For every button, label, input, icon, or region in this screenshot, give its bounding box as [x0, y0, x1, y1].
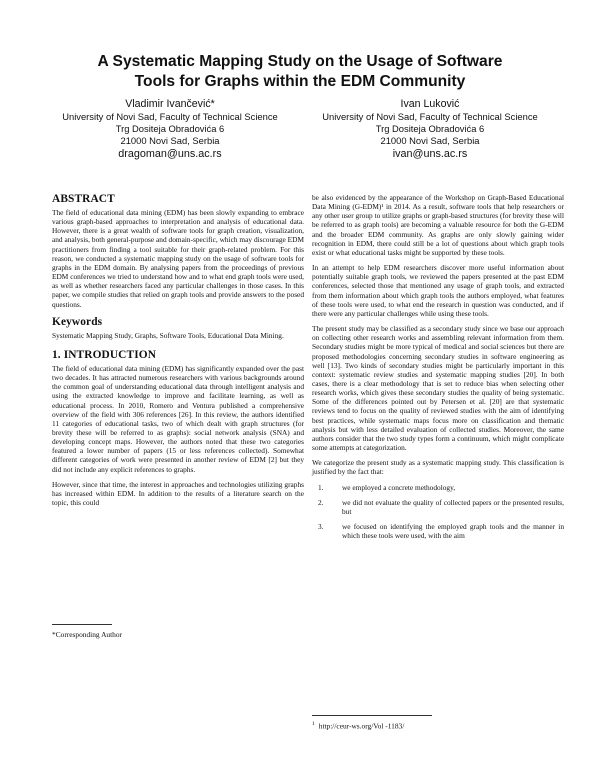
author-city: 21000 Novi Sad, Serbia [380, 135, 480, 146]
author-city: 21000 Novi Sad, Serbia [120, 135, 220, 146]
keywords-heading: Keywords [52, 315, 103, 328]
author-block-1 [40, 98, 300, 161]
author-name: Ivan Luković [400, 98, 460, 110]
list-number: 3. [318, 522, 324, 531]
author-email: ivan@uns.ac.rs [392, 148, 468, 160]
list-item [312, 498, 564, 516]
right-column [312, 193, 564, 546]
abstract-text: The field of educational data mining (EDM) has been slowly expanding to embrace various graph-based approaches to interpretation and analysis of educational data. However, there is a great wealth of software tools for graph creation, visualization, and analysis, both general-purpose and domain-specific, which may discourage EDM practitioners from finding a tool suitable for their graph-related problem. For this reason, we conducted a systematic mapping study on the usage of software tools for graphs in the EDM domain. By analysing papers from the proceedings of previous EDM conferences we tried to understand how and to what end graph tools were used, as well as whether researchers faced any particular challenges in those cases. In this paper, we compile studies that relied on graph tools and provide answers to the posed questions. [52, 208, 304, 309]
author-affiliation: University of Novi Sad, Faculty of Technical Science [322, 111, 538, 122]
intro-paragraph: In an attempt to help EDM researchers discover more useful information about potentially suitable graph tools, we reviewed the papers presented at the past EDM conferences, selected those that mentioned any usage of graph tools, and extracted from them information about which graph tools the authors employed, what features of these tools were used, to what end the research in question was conducted, and if there were any particular challenges while using these tools. [312, 263, 564, 318]
list-item [312, 483, 564, 492]
author-street: Trg Dositeja Obradovića 6 [115, 123, 225, 134]
list-text: we focused on identifying the employed graph tools and the manner in which these tools were used, with the aim [342, 522, 564, 541]
author-name: Vladimir Ivančević* [125, 98, 215, 110]
keywords-text: Systematic Mapping Study, Graphs, Software Tools, Educational Data Mining. [52, 330, 284, 340]
author-affiliation: University of Novi Sad, Faculty of Technical Science [62, 111, 278, 122]
criteria-list [312, 483, 564, 541]
intro-paragraph: be also evidenced by the appearance of the Workshop on Graph-Based Educational Data Mining (G-EDM)¹ in 2014. As a result, software tools that help researchers or any other user group to utilize graphs or graph-based structures (for brevity these will be referred to as graph tools) are becoming a valuable resource for both the G-EDM and the broader EDM community. As graphs are only slowly gaining wider recognition in EDM, there could still be a lot of questions about which graph tools exist or what educational tasks might be supported by these tools. [312, 193, 564, 257]
intro-paragraph: The field of educational data mining (EDM) has significantly expanded over the past two decades. It has attracted numerous researchers with various backgrounds around the common goal of understanding educational data through intelligent analysis and using the extracted knowledge to improve and facilitate learning, as well as educational process. In 2010, Romero and Ventura published a comprehensive overview of the field with 306 references [26]. In this review, the authors identified 11 categories of educational tasks, two of which dealt with graph structures (for brevity these will be referred to as graphs): social network analysis (SNA) and developing concept maps. However, the authors noted that these two categories featured a lower number of papers (15 or less references collected). Somewhat different categories of work were presented in another review of EDM [2] but they did not include any explicit references to graphs. [52, 363, 304, 474]
intro-paragraph: However, since that time, the interest in approaches and technologies utilizing graphs has increased within EDM. In addition to the results of a literature search on the topic, this could [52, 479, 304, 508]
author-email: dragoman@uns.ac.rs [118, 148, 222, 160]
footnote [312, 721, 404, 730]
footnote-divider [312, 715, 432, 716]
list-text: we did not evaluate the quality of collected papers or the presented results, but [342, 497, 564, 516]
list-number: 2. [318, 497, 324, 507]
list-number: 1. [318, 482, 324, 492]
title-line-1: A Systematic Mapping Study on the Usage of Software [97, 53, 503, 70]
list-text: we employed a concrete methodology, [342, 482, 456, 492]
corresponding-author-note: *Corresponding Author [52, 630, 123, 639]
abstract-heading: ABSTRACT [52, 193, 115, 205]
intro-paragraph: The present study may be classified as a secondary study since we base our approach on collecting other research works and assembling relevant information from them. Secondary studies might be more typical of medical and social sciences but there are proposed methodologies concerning secondary studies in software engineering as well [13]. Two kinds of secondary studies might be particularly important in this context: systematic review studies and systematic mapping studies [20]. In both cases, there is a clear methodology that is set to reduce bias when selecting other research works, which gives these secondary studies the quality of being systematic. Some of the differences pointed out by Petersen et al. [20] are that systematic reviews tend to focus on the quality of reviewed studies with the aim of identifying best practices, while systematic maps focus more on classification and thematic analysis but with less detailed evaluation of collected studies. Moreover, the same authors consider that the two study types form a continuum, which might complicate some attempts at categorization. [312, 324, 564, 453]
author-street: Trg Dositeja Obradovića 6 [375, 123, 485, 134]
author-block-2 [300, 98, 560, 161]
footnote-mark: 1 [312, 721, 315, 727]
paper-title [20, 52, 580, 92]
list-item [312, 522, 564, 540]
left-column [52, 192, 304, 513]
introduction-heading: 1. INTRODUCTION [52, 348, 157, 361]
intro-paragraph: We categorize the present study as a systematic mapping study. This classification is justified by the fact that: [312, 458, 564, 477]
footnote-url[interactable]: http://ceur-ws.org/Vol -1183/ [318, 721, 405, 731]
corresponding-divider [52, 624, 112, 625]
title-line-2: Tools for Graphs within the EDM Community [134, 73, 466, 90]
